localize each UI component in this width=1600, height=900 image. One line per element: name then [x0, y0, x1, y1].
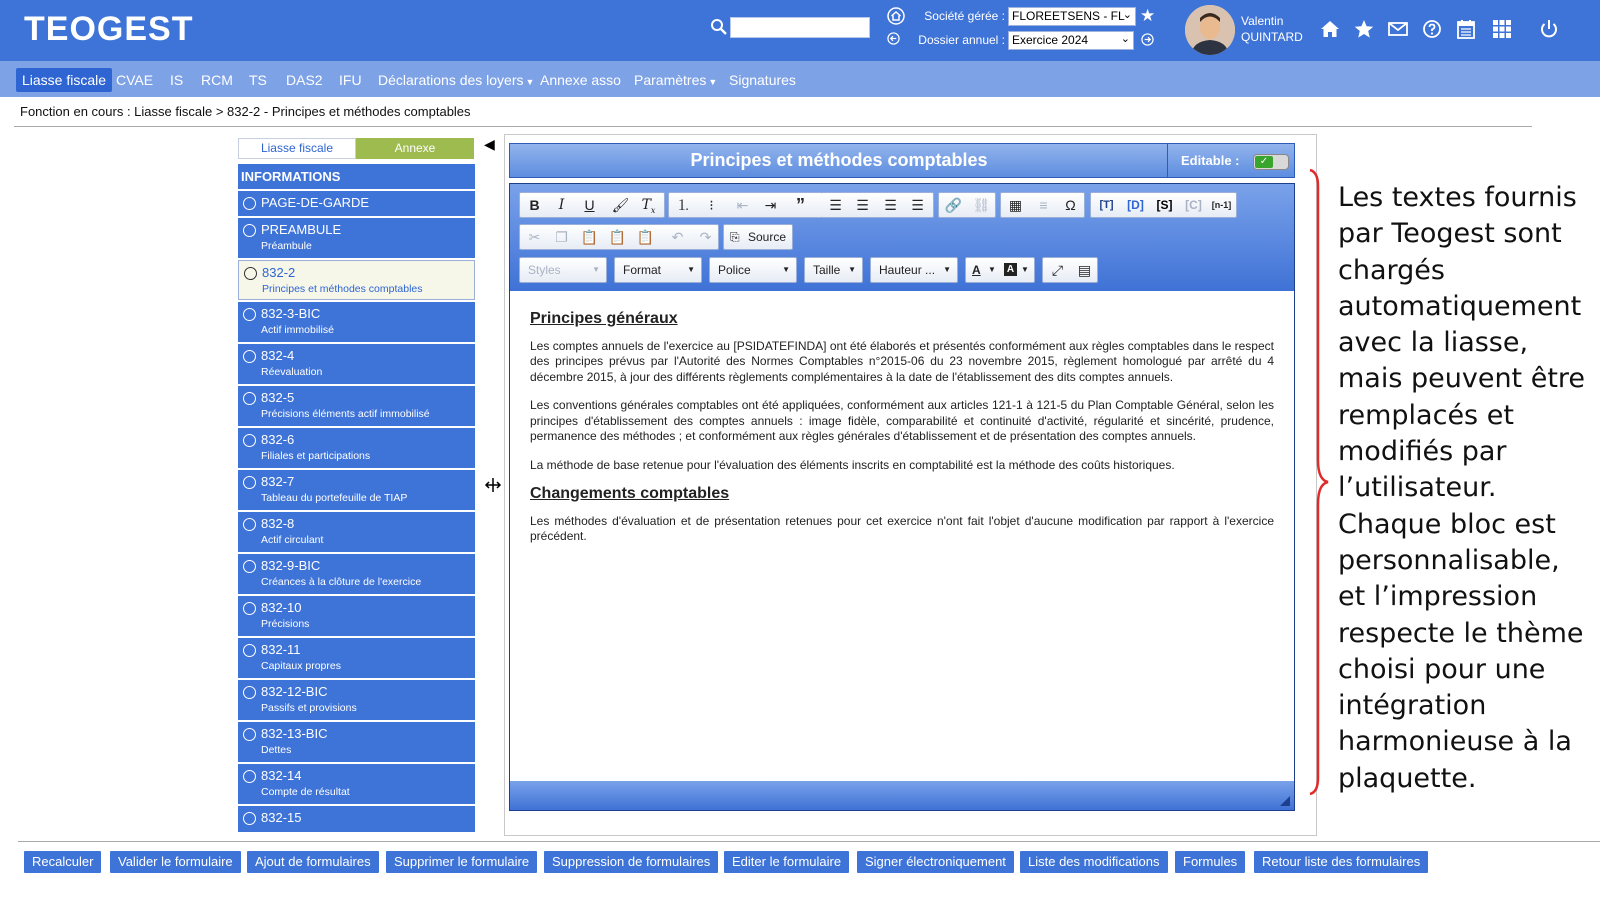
menu-signatures[interactable]: Signatures: [729, 72, 796, 88]
caret-down-icon: ▼: [708, 77, 718, 87]
sidebar-item-code: 832-9-BIC: [261, 558, 321, 573]
size-label: Taille: [813, 263, 841, 277]
radio-icon[interactable]: [243, 518, 256, 531]
sidebar-item-desc: Dettes: [261, 744, 292, 756]
sidebar-item-page-de-garde[interactable]: [238, 191, 475, 216]
checkmark-icon: ✓: [1255, 156, 1273, 168]
cut-icon[interactable]: ✂: [528, 229, 541, 245]
retour-liste-formulaires-button[interactable]: Retour liste des formulaires: [1254, 851, 1428, 873]
collapse-sidebar-icon[interactable]: ◀: [484, 136, 495, 152]
toolbar-group-fields: [1090, 192, 1237, 218]
bold-icon[interactable]: B: [529, 197, 540, 213]
sidebar-item-desc: Principes et méthodes comptables: [262, 283, 423, 295]
size-dropdown[interactable]: [804, 257, 863, 283]
date-field-icon[interactable]: [D]: [1127, 198, 1144, 212]
editor-toolbar: [510, 184, 1294, 291]
text-color-icon[interactable]: A: [972, 263, 981, 277]
annotation-text: Les textes fournis par Teogest sont chargés automatiquement avec la liasse, mais peuvent être remplacés et modifiés par l’utilisateur. Chaque bloc est personnalisable, et l’impression respecte le thème choisi pour une intégration harmonieuse à la plaquette.: [1338, 182, 1586, 794]
copy-icon[interactable]: ❐: [555, 229, 568, 245]
menu-ifu[interactable]: IFU: [339, 72, 362, 88]
source-icon: ⎘: [730, 230, 740, 244]
toolbar-group-view: [1042, 257, 1098, 283]
user-name[interactable]: [1241, 13, 1303, 45]
color-group: [965, 257, 1035, 283]
breadcrumb: Fonction en cours : Liasse fiscale > 832-2 - Principes et méthodes comptables: [20, 104, 471, 119]
paste-word-icon[interactable]: 📋: [636, 229, 655, 245]
sidebar-item-desc: Compte de résultat: [261, 786, 350, 798]
menu-is[interactable]: IS: [170, 72, 184, 88]
menu-ts[interactable]: TS: [249, 72, 267, 88]
sidebar-heading: INFORMATIONS: [238, 164, 475, 189]
form-list-sidebar: [238, 164, 475, 832]
section-heading: Principes généraux: [530, 310, 678, 327]
radio-icon[interactable]: [243, 224, 256, 237]
caret-down-icon: ▼: [988, 265, 996, 274]
radio-icon[interactable]: [243, 350, 256, 363]
valider-formulaire-button[interactable]: Valider le formulaire: [110, 851, 241, 873]
forward-arrow-circle-icon[interactable]: [1141, 33, 1154, 46]
source-button[interactable]: [723, 224, 793, 250]
align-right-icon[interactable]: ☰: [884, 197, 897, 213]
styles-label: Styles: [528, 263, 561, 277]
sidebar-item-desc: Actif circulant: [261, 534, 324, 546]
sidebar-item-desc: Passifs et provisions: [261, 702, 357, 714]
menu-declarations-loyers[interactable]: [372, 68, 540, 92]
toolbar-group-clipboard: [519, 224, 719, 250]
format-painter-icon[interactable]: 🖌: [611, 197, 630, 213]
radio-icon[interactable]: [243, 560, 256, 573]
sidebar-item-832-3-bic[interactable]: [238, 302, 475, 342]
sum-field-icon[interactable]: [S]: [1156, 198, 1173, 212]
dossier-label: Dossier annuel :: [918, 33, 1005, 47]
source-label: Source: [748, 230, 787, 244]
caret-down-icon: ▼: [782, 265, 790, 274]
sidebar-item-code: 832-12-BIC: [261, 684, 328, 699]
radio-icon[interactable]: [243, 644, 256, 657]
show-blocks-icon[interactable]: ▤: [1077, 262, 1092, 278]
sidebar-item-code: PAGE-DE-GARDE: [261, 195, 370, 210]
radio-icon[interactable]: [243, 392, 256, 405]
sidebar-item-code: 832-15: [261, 810, 302, 825]
sidebar-item-code: 832-14: [261, 768, 302, 783]
toolbar-group-insert: [1000, 192, 1085, 218]
star-icon[interactable]: ★: [1140, 6, 1156, 25]
formules-button[interactable]: Formules: [1175, 851, 1245, 873]
apps-grid-icon[interactable]: [1491, 18, 1513, 40]
supprimer-formulaire-button[interactable]: Supprimer le formulaire: [386, 851, 537, 873]
redo-icon[interactable]: ↷: [699, 229, 712, 245]
power-icon[interactable]: [1538, 18, 1560, 40]
ajout-formulaires-button[interactable]: Ajout de formulaires: [247, 851, 379, 873]
divider: [18, 841, 1600, 842]
menu-rcm[interactable]: RCM: [201, 72, 233, 88]
menu-declarations-loyers-label: Déclarations des loyers: [378, 72, 524, 88]
rich-text-editor: [509, 183, 1295, 811]
caret-down-icon: ▼: [687, 265, 695, 274]
sidebar-item-preambule[interactable]: [238, 218, 475, 258]
sidebar-item-832-9-bic[interactable]: [238, 554, 475, 594]
sidebar-item-desc: Réevaluation: [261, 366, 323, 378]
toolbar-group-lists: [668, 192, 824, 218]
paragraph: Les comptes annuels de l'exercice au [PSIDATEFINDA] ont été élaborés et présentés conformément aux règles comptables dans le respect des principes prévus par l'Autorité des Normes Comptables n°2015-06 du 23 novembre 2015, règlement homologué par arrêté du 4 décembre 2015, à jour des différents règlements complémentaires à la date de l'établissement des dits comptes annuels.: [530, 338, 1274, 384]
toolbar-group-align: [821, 192, 934, 218]
unlink-icon[interactable]: ⛓: [972, 197, 991, 213]
radio-icon[interactable]: [243, 476, 256, 489]
radio-icon[interactable]: [243, 812, 256, 825]
caret-down-icon: ▼: [525, 77, 535, 87]
mail-icon[interactable]: [1387, 18, 1409, 40]
sidebar-item-desc: Précisions: [261, 618, 310, 630]
back-arrow-circle-icon[interactable]: [887, 32, 900, 45]
sidebar-item-code: 832-2: [262, 265, 296, 280]
search-input[interactable]: [730, 17, 870, 38]
line-height-dropdown[interactable]: [870, 257, 958, 283]
blockquote-icon[interactable]: ”: [796, 195, 805, 215]
sidebar-item-code: PREAMBULE: [261, 222, 342, 237]
format-label: Format: [623, 263, 662, 277]
radio-icon[interactable]: [243, 770, 256, 783]
editable-label: Editable :: [1181, 153, 1240, 168]
align-justify-icon[interactable]: ☰: [911, 197, 924, 213]
sidebar-item-code: 832-13-BIC: [261, 726, 328, 741]
sidebar-item-code: 832-10: [261, 600, 302, 615]
sidebar-item-desc: Créances à la clôture de l'exercice: [261, 576, 422, 588]
sidebar-item-code: 832-4: [261, 348, 295, 363]
caret-down-icon: ▼: [592, 265, 600, 274]
sidebar-item-832-14[interactable]: [238, 764, 475, 804]
caret-down-icon: ▼: [943, 265, 951, 274]
link-icon[interactable]: 🔗: [944, 197, 963, 213]
divider: [1167, 144, 1168, 177]
panel-title: Principes et méthodes comptables: [690, 150, 988, 170]
radio-icon[interactable]: [244, 267, 257, 280]
chevron-down-icon: ⌄: [1120, 33, 1130, 45]
editor-statusbar: [510, 781, 1294, 810]
paragraph: La méthode de base retenue pour l'évaluation des éléments inscrits en comptabilité est la méthode des coûts historiques.: [530, 457, 1175, 472]
maximize-icon[interactable]: ⤢: [1051, 262, 1064, 278]
radio-icon[interactable]: [243, 434, 256, 447]
radio-icon[interactable]: [243, 197, 256, 210]
sidebar-item-code: 832-3-BIC: [261, 306, 321, 321]
sidebar-item-832-6[interactable]: [238, 428, 475, 468]
sidebar-item-desc: Capitaux propres: [261, 660, 341, 672]
liste-modifications-button[interactable]: Liste des modifications: [1020, 851, 1168, 873]
menu-parametres-label: Paramètres: [634, 72, 707, 88]
paragraph: Les conventions générales comptables ont été appliquées, conformément aux articles 121-1 à 121-5 du Plan Comptable Général, selon les principes d'établissement des comptes annuels : image fidèle, comparabilité et continuité d'activité, régularité et sincérité, prudence, permanence des méthodes ; et conformément aux règles générales d'établissement et de présentation des comptes annuels.: [530, 398, 1274, 443]
paste-text-icon[interactable]: 📋: [608, 229, 627, 245]
menu-cvae[interactable]: CVAE: [116, 72, 154, 88]
sidebar-item-832-8[interactable]: [238, 512, 475, 552]
sidebar-item-832-2[interactable]: [238, 260, 475, 300]
bullet-list-icon[interactable]: ⁝: [709, 197, 714, 213]
toolbar-group-basic: [519, 192, 665, 218]
sidebar-item-desc: Précisions éléments actif immobilisé: [261, 408, 430, 420]
dossier-value: Exercice 2024: [1012, 33, 1089, 47]
menu-liasse-fiscale[interactable]: Liasse fiscale: [16, 68, 112, 92]
sidebar-item-code: 832-8: [261, 516, 295, 531]
format-dropdown[interactable]: [614, 257, 702, 283]
search-icon[interactable]: [710, 18, 728, 36]
calc-field-icon[interactable]: [C]: [1185, 198, 1202, 212]
radio-icon[interactable]: [243, 308, 256, 321]
societe-value: FLOREETSENS - FL: [1012, 9, 1125, 23]
sidebar-item-832-12-bic[interactable]: [238, 680, 475, 720]
sidebar-item-832-7[interactable]: [238, 470, 475, 510]
menu-parametres[interactable]: [628, 68, 723, 92]
italic-icon[interactable]: I: [558, 197, 565, 213]
teogest-logo[interactable]: TEOGEST: [24, 10, 194, 48]
sidebar-item-desc: Préambule: [261, 240, 312, 252]
underline-icon[interactable]: U: [584, 197, 595, 213]
societe-label: Société gérée :: [924, 9, 1005, 23]
calendar-icon[interactable]: [1455, 18, 1477, 40]
text-field-icon[interactable]: [T]: [1099, 199, 1114, 211]
sidebar-item-desc: Actif immobilisé: [261, 324, 334, 336]
resize-handle-icon[interactable]: [484, 477, 502, 493]
radio-icon[interactable]: [243, 728, 256, 741]
sidebar-item-code: 832-7: [261, 474, 295, 489]
sidebar-item-code: 832-11: [261, 642, 301, 657]
horizontal-rule-icon[interactable]: ≡: [1039, 197, 1048, 213]
toolbar-group-links: [938, 192, 996, 218]
top-header: [0, 0, 1600, 61]
menu-annexe-asso[interactable]: Annexe asso: [540, 72, 621, 88]
remove-format-icon[interactable]: $T_x$: [641, 197, 656, 215]
outdent-icon[interactable]: ⇤: [736, 197, 749, 213]
editor-content[interactable]: [530, 291, 1274, 781]
background-color-icon[interactable]: A: [1004, 263, 1017, 276]
sidebar-item-code: 832-6: [261, 432, 295, 447]
caret-down-icon: ▼: [848, 265, 856, 274]
home-icon[interactable]: [1319, 18, 1341, 40]
font-dropdown[interactable]: [709, 257, 797, 283]
special-char-icon[interactable]: Ω: [1065, 197, 1076, 213]
previous-year-field-icon[interactable]: [n-1]: [1211, 200, 1232, 210]
sidebar-item-desc: Tableau du portefeuille de TIAP: [261, 492, 408, 504]
align-center-icon[interactable]: ☰: [856, 197, 869, 213]
sidebar-item-832-5[interactable]: [238, 386, 475, 426]
paragraph: Les méthodes d'évaluation et de présentation retenues pour cet exercice n'ont fait l'objet d'aucune modification par rapport à l'exercice précédent.: [530, 513, 1274, 543]
user-portrait-icon: [1185, 5, 1235, 55]
sidebar-item-832-11[interactable]: [238, 638, 475, 678]
favorites-star-icon[interactable]: [1353, 18, 1375, 40]
sidebar-item-832-15[interactable]: [238, 806, 475, 832]
avatar[interactable]: [1185, 5, 1235, 55]
align-left-icon[interactable]: ☰: [829, 197, 842, 213]
signer-electroniquement-button[interactable]: Signer électroniquement: [857, 851, 1014, 873]
editer-formulaire-button[interactable]: Editer le formulaire: [724, 851, 849, 873]
sidebar-item-832-13-bic[interactable]: [238, 722, 475, 762]
menu-das2[interactable]: DAS2: [286, 72, 323, 88]
chevron-down-icon: ⌄: [1122, 9, 1132, 21]
numbered-list-icon[interactable]: ⒈: [676, 197, 691, 213]
suppression-formulaires-button[interactable]: Suppression de formulaires: [544, 851, 718, 873]
user-last-name: QUINTARD: [1241, 30, 1303, 44]
font-label: Police: [718, 263, 751, 277]
curly-brace-icon: [1304, 168, 1330, 796]
indent-icon[interactable]: ⇥: [764, 197, 777, 213]
main-menu: [0, 61, 1600, 97]
table-icon[interactable]: ▦: [1008, 197, 1023, 213]
help-icon[interactable]: [1421, 18, 1443, 40]
sidebar-item-832-4[interactable]: [238, 344, 475, 384]
caret-down-icon: ▼: [1021, 265, 1029, 274]
tab-annexe[interactable]: Annexe: [356, 138, 474, 159]
sidebar-item-code: 832-5: [261, 390, 295, 405]
tab-liasse-fiscale[interactable]: Liasse fiscale: [238, 138, 356, 159]
user-first-name: Valentin: [1241, 14, 1284, 28]
line-height-label: Hauteur ...: [879, 263, 936, 277]
divider: [14, 126, 1532, 127]
societe-select[interactable]: [1008, 7, 1136, 26]
paste-icon[interactable]: 📋: [580, 229, 599, 245]
section-heading: Changements comptables: [530, 485, 730, 502]
styles-dropdown[interactable]: [519, 257, 607, 283]
home-circle-icon[interactable]: [887, 7, 905, 25]
undo-icon[interactable]: ↶: [671, 229, 684, 245]
resize-grip-icon[interactable]: [1280, 796, 1290, 806]
editable-toggle[interactable]: [1253, 154, 1289, 170]
sidebar-item-832-10[interactable]: [238, 596, 475, 636]
radio-icon[interactable]: [243, 602, 256, 615]
sidebar-item-desc: Filiales et participations: [261, 450, 371, 462]
dossier-select[interactable]: [1008, 31, 1134, 50]
radio-icon[interactable]: [243, 686, 256, 699]
panel-header: [509, 143, 1295, 178]
recalculer-button[interactable]: Recalculer: [24, 851, 101, 873]
